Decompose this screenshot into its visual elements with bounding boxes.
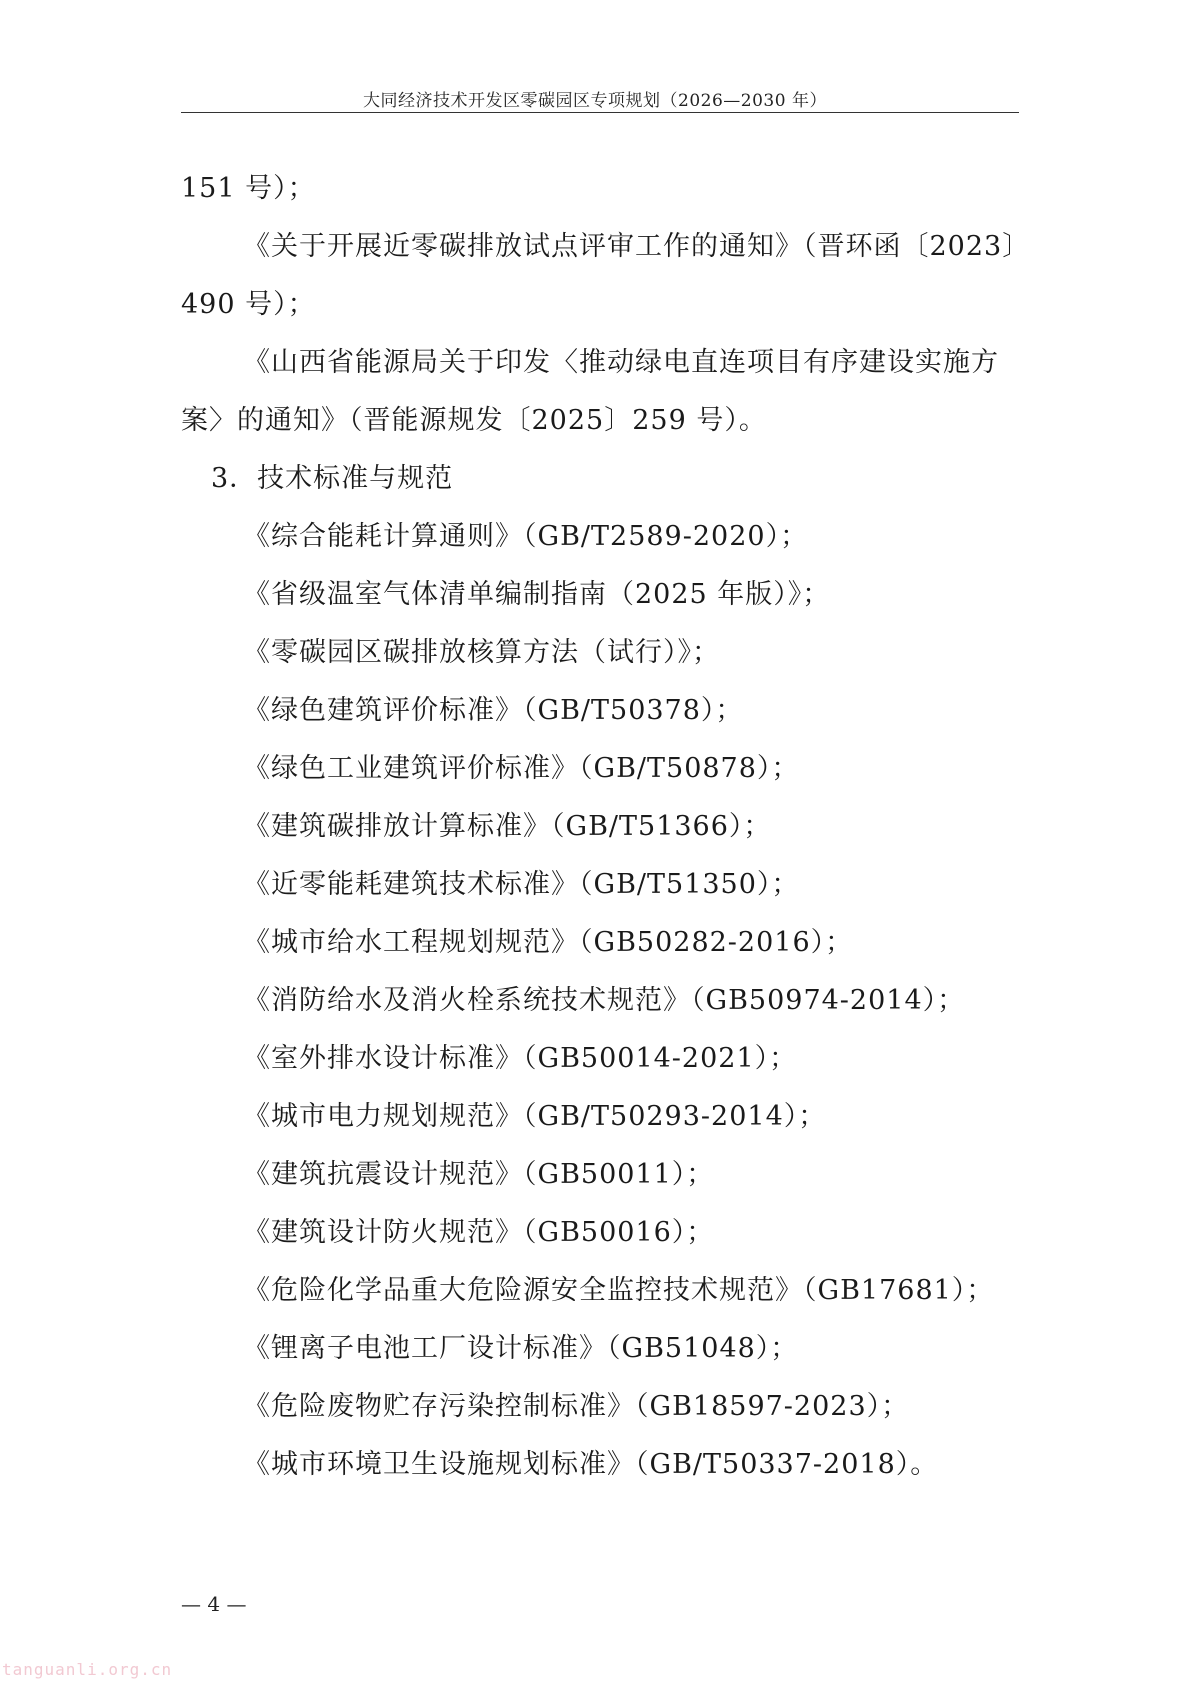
text-line: 490 号）； [181, 289, 316, 320]
standard-item: 《建筑设计防火规范》（GB50016）； [243, 1217, 715, 1248]
standard-item: 《危险化学品重大危险源安全监控技术规范》（GB17681）； [243, 1275, 995, 1306]
standard-item: 《建筑抗震设计规范》（GB50011）； [243, 1159, 715, 1190]
standard-item: 《室外排水设计标准》（GB50014-2021）； [243, 1043, 798, 1074]
section-heading: 3．技术标准与规范 [211, 463, 454, 494]
page-number: — 4 — [181, 1592, 247, 1616]
standard-item: 《消防给水及消火栓系统技术规范》（GB50974-2014）； [243, 985, 966, 1016]
standard-item: 《建筑碳排放计算标准》（GB/T51366）； [243, 811, 772, 842]
text-line: 《山西省能源局关于印发〈推动绿电直连项目有序建设实施方 [243, 347, 999, 378]
document-body [181, 160, 1031, 1494]
standard-item: 《城市电力规划规范》（GB/T50293-2014）； [243, 1101, 827, 1132]
standard-item: 《综合能耗计算通则》（GB/T2589-2020）； [243, 521, 809, 552]
standard-item: 《绿色工业建筑评价标准》（GB/T50878）； [243, 753, 800, 784]
standard-item: 《零碳园区碳排放核算方法（试行）》； [243, 637, 720, 668]
text-line: 案〉的通知》（晋能源规发〔2025〕259 号）。 [181, 405, 767, 436]
standard-item: 《城市给水工程规划规范》（GB50282-2016）； [243, 927, 854, 958]
watermark: tanguanli.org.cn [2, 1660, 173, 1679]
text-line: 《关于开展近零碳排放试点评审工作的通知》（晋环函〔2023〕 [243, 231, 1031, 262]
standard-item: 《省级温室气体清单编制指南（2025 年版）》； [243, 579, 831, 610]
standard-item: 《绿色建筑评价标准》（GB/T50378）； [243, 695, 744, 726]
header-divider [181, 112, 1019, 113]
standard-item: 《近零能耗建筑技术标准》（GB/T51350）； [243, 869, 800, 900]
standard-item: 《锂离子电池工厂设计标准》（GB51048）； [243, 1333, 799, 1364]
standard-item: 《城市环境卫生设施规划标准》（GB/T50337-2018）。 [243, 1449, 939, 1480]
running-header: 大同经济技术开发区零碳园区专项规划（2026—2030 年） [363, 91, 827, 111]
standard-item: 《危险废物贮存污染控制标准》（GB18597-2023）； [243, 1391, 910, 1422]
text-line: 151 号）； [181, 173, 316, 204]
